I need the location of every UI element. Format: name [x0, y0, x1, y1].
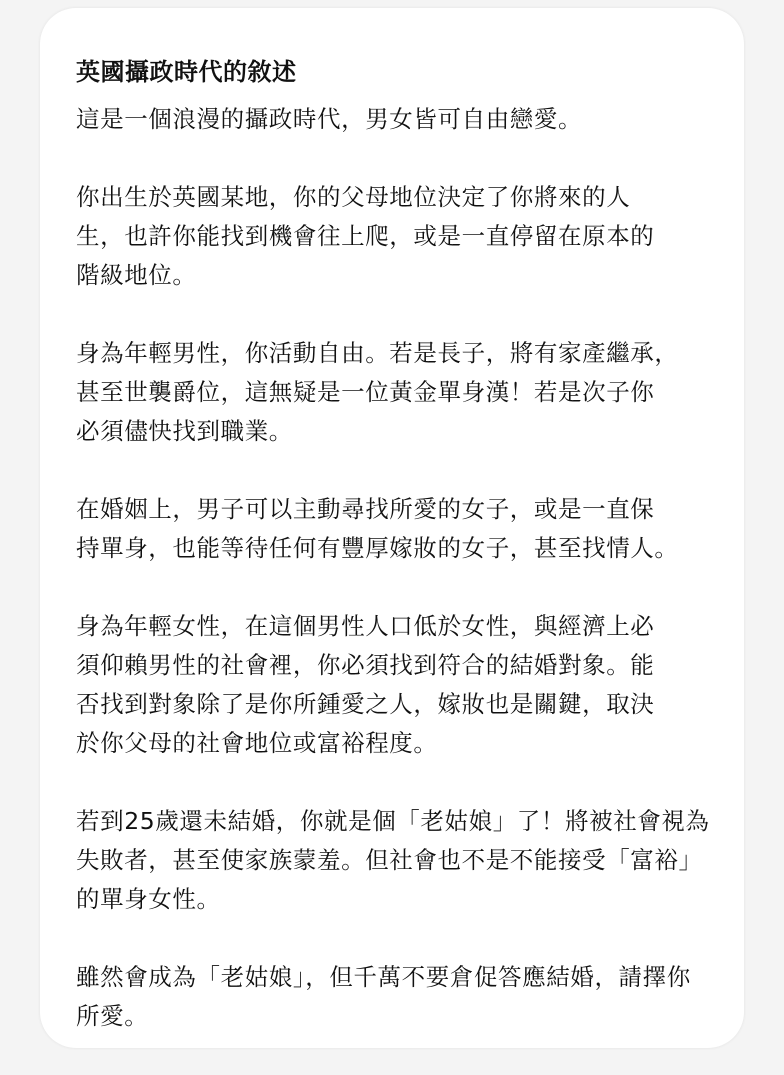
- paragraph-line: 甚至世襲爵位，這無疑是一位黃金單身漢！若是次子你: [76, 378, 655, 406]
- paragraph-advice: [76, 958, 716, 1036]
- paragraph-line: 若到25歲還未結婚，你就是個「老姑娘」了！將被社會視為: [76, 807, 710, 835]
- paragraph-line: 否找到對象除了是你所鍾愛之人，嫁妝也是關鍵，取決: [76, 690, 655, 718]
- paragraph-intro: [76, 100, 716, 139]
- paragraph-line: 生，也許你能找到機會往上爬，或是一直停留在原本的: [76, 222, 655, 250]
- paragraph-line: 雖然會成為「老姑娘」，但千萬不要倉促答應結婚，請擇你: [76, 963, 691, 991]
- paragraph-young-women: [76, 607, 716, 763]
- paragraph-line: 你出生於英國某地，你的父母地位決定了你將來的人: [76, 183, 631, 211]
- paragraph-young-men: [76, 334, 716, 451]
- paragraph-line: 所愛。: [76, 1002, 149, 1030]
- paragraph-line: 階級地位。: [76, 261, 197, 289]
- paragraph-line: 必須儘快找到職業。: [76, 417, 293, 445]
- paragraph-line: 這是一個浪漫的攝政時代，男女皆可自由戀愛。: [76, 105, 583, 133]
- article-card: [40, 8, 744, 1048]
- paragraph-line: 在婚姻上，男子可以主動尋找所愛的女子，或是一直保: [76, 495, 655, 523]
- paragraph-line: 身為年輕男性，你活動自由。若是長子，將有家產繼承，: [76, 339, 679, 367]
- paragraph-line: 身為年輕女性，在這個男性人口低於女性，與經濟上必: [76, 612, 655, 640]
- paragraph-line: 於你父母的社會地位或富裕程度。: [76, 729, 438, 757]
- paragraph-line: 的單身女性。: [76, 885, 221, 913]
- paragraph-birth: [76, 178, 716, 295]
- article-title: 英國攝政時代的敘述: [76, 58, 297, 86]
- paragraph-line: 須仰賴男性的社會裡，你必須找到符合的結婚對象。能: [76, 651, 655, 679]
- article-content: [76, 54, 716, 1075]
- paragraph-line: 失敗者，甚至使家族蒙羞。但社會也不是不能接受「富裕」: [76, 846, 703, 874]
- paragraph-spinster: [76, 802, 716, 919]
- paragraph-line: 持單身，也能等待任何有豐厚嫁妝的女子，甚至找情人。: [76, 534, 679, 562]
- paragraph-marriage-men: [76, 490, 716, 568]
